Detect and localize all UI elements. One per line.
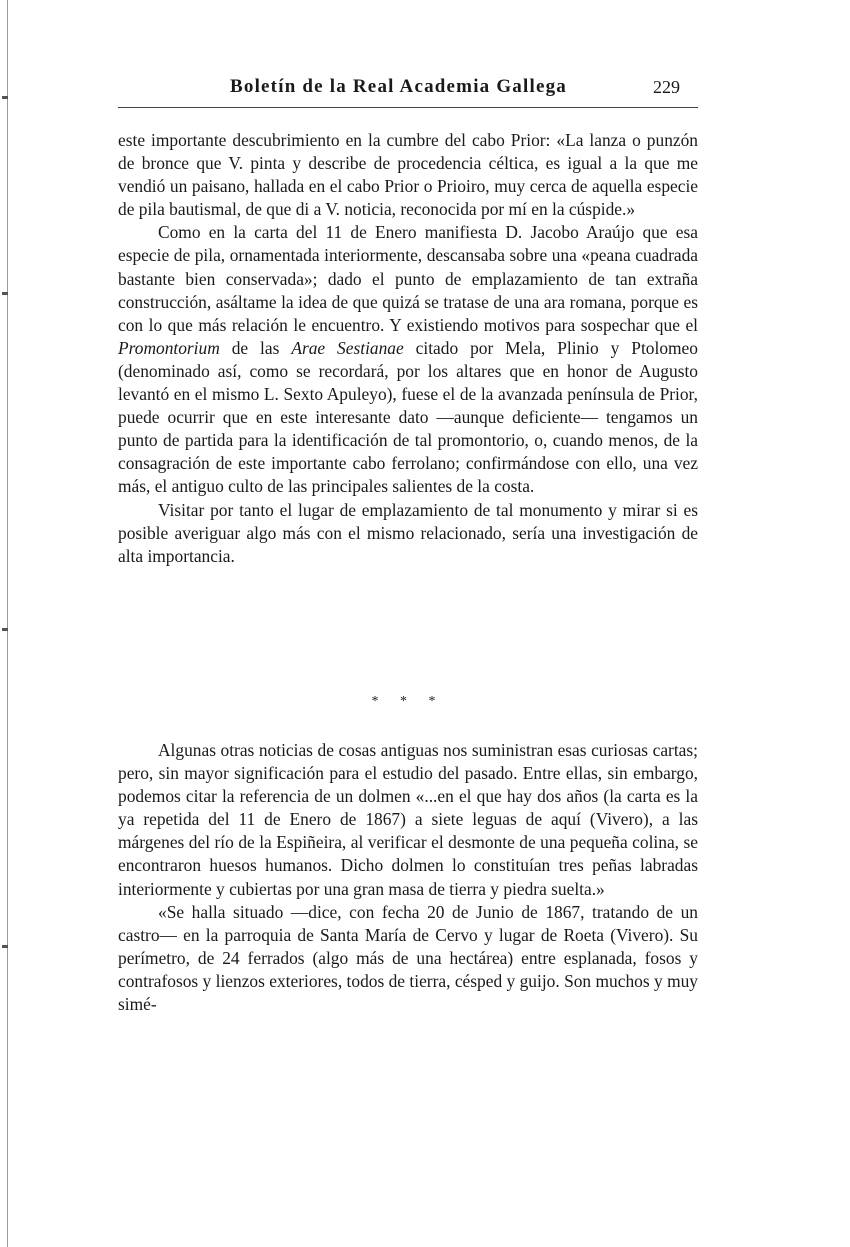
paragraph-text: Como en la carta del 11 de Enero manifiesta D. Jacobo Araújo que esa especie de pila, ornamentada interiormente, descansaba sobre una «peana cuadrada bastante bien conservada»; dado el punto de emplazamiento de tan extraña construcción, asáltame la idea de que quizá se tratase de una ara romana, porque es con lo que más relación le encuentro. Y existiendo motivos para sospechar que el <box>118 222 698 335</box>
page-number: 229 <box>653 77 680 97</box>
paragraph <box>118 221 698 498</box>
text-block-bottom <box>118 739 698 1016</box>
running-title: Boletín de la Real Academia Gallega <box>230 76 568 97</box>
edge-mark <box>2 292 8 295</box>
edge-mark <box>2 96 8 99</box>
paragraph-text: de las <box>231 337 280 358</box>
paragraph: este importante descubrimiento en la cumbre del cabo Prior: «La lanza o punzón de bronce que V. pinta y describe de procedencia céltica, es igual a la que me vendió un paisano, hallada en el cabo Prior o Prioiro, muy cerca de aquella especie de pila bautismal, de que di a V. noticia, reconocida por mí en la cúspide.» <box>118 130 698 220</box>
text-block-top <box>118 129 698 568</box>
edge-mark <box>2 628 8 631</box>
paragraph: Algunas otras noticias de cosas antiguas nos suministran esas curiosas cartas; pero, sin mayor significación para el estudio del pasado. Entre ellas, sin embargo, podemos citar la referencia de un dolmen «...en el que hay dos años (la carta es la ya repetida del 11 de Enero de 1867) a siete leguas de aquí (Vivero), a las márgenes del río de la Espiñeira, al verificar el desmonte de una pequeña colina, se encontraron huesos humanos. Dicho dolmen lo constituían tres peñas labradas interiormente y cubiertas por una gran masa de tierra y piedra suelta.» <box>118 740 698 899</box>
italic-term: Promontorium <box>118 337 220 358</box>
edge-mark <box>2 945 8 948</box>
page-header <box>118 76 698 106</box>
paragraph: Visitar por tanto el lugar de emplazamiento de tal monumento y mirar si es posible averiguar algo más con el mismo relacionado, sería una investigación de alta importancia. <box>118 499 698 566</box>
section-separator: * * * <box>371 694 445 709</box>
paragraph-text: citado por Mela, Plinio y Ptolomeo (denominado así, como se recordará, por los altares que en honor de Augusto levantó en el mismo L. Sexto Apuleyo), fuese el de la avanzada península de Prior, puede ocurrir que en este interesante dato —aunque deficiente— tengamos un punto de partida para la identificación de tal promontorio, o, cuando menos, de la consagración de este importante cabo ferrolano; confirmándose con ello, una vez más, el antiguo culto de las principales salientes de la costa. <box>118 337 698 497</box>
header-rule <box>118 107 698 108</box>
page-edge-line <box>7 0 8 1247</box>
italic-term: Arae Sestianae <box>291 337 404 358</box>
paragraph: «Se halla situado —dice, con fecha 20 de Junio de 1867, tratando de un castro— en la parroquia de Santa María de Cervo y lugar de Roeta (Vivero). Su perímetro, de 24 ferrados (algo más de una hectárea) entre esplanada, fosos y contrafosos y lienzos exteriores, todos de tierra, césped y guijo. Son muchos y muy simé- <box>118 901 698 1015</box>
